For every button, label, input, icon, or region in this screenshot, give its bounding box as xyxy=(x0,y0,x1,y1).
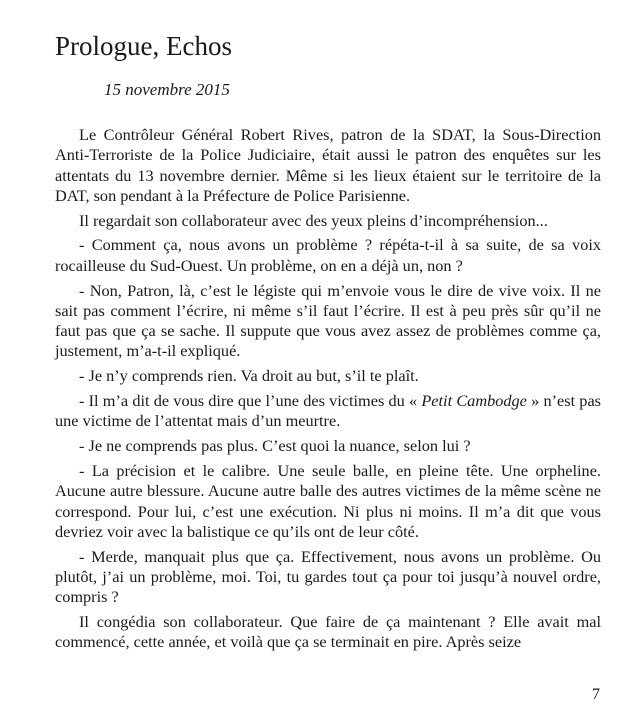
paragraph: Il regardait son collaborateur avec des yeux pleins d’incompréhension... xyxy=(79,210,548,230)
paragraph-text: - Il m’a dit de vous dire que l’une des victimes du « xyxy=(79,391,422,411)
paragraph: Le Contrôleur Général Robert Rives, patron de la SDAT, la Sous-Direction Anti-Terroriste de la Police Judiciaire, était aussi le patron des enquêtes sur les attentats du 13 novembre dernier. Même si les lieux étaient sur le territoire de la DAT, son pendant à la Préfecture de Police Parisienne. xyxy=(55,125,601,205)
paragraph: - Merde, manquait plus que ça. Effectivement, nous avons un problème. Ou plutôt, j’ai un problème, moi. Toi, tu gardes tout ça pour toi jusqu’à nouvel ordre, compris ? xyxy=(55,546,601,607)
page-number: 7 xyxy=(592,686,600,703)
body-text xyxy=(55,125,601,657)
paragraph: - Comment ça, nous avons un problème ? répéta-t-il à sa suite, de sa voix rocailleuse du Sud-Ouest. Un problème, on en a déjà un, non ? xyxy=(55,235,601,275)
paragraph: Il congédia son collaborateur. Que faire de ça maintenant ? Elle avait mal commencé, cette année, et voilà que ça se terminait en pire. Après seize xyxy=(55,612,601,652)
paragraph: - La précision et le calibre. Une seule balle, en pleine tête. Une orpheline. Aucune autre blessure. Aucune autre balle des autres victimes de la même scène ne correspond. Pour lui, c’est une exécution. Ni plus ni moins. Il m’a dit que vous devriez voir avec la balistique ce qu’ils ont de leur côté. xyxy=(55,460,601,541)
chapter-date: 15 novembre 2015 xyxy=(104,80,230,99)
paragraph-text: » n’est pas une victime de l’attentat mais d’un meurtre. xyxy=(55,391,602,431)
paragraph: - Non, Patron, là, c’est le légiste qui m’envoie vous le dire de vive voix. Il ne sait pas comment l’écrire, ni même s’il faut l’écrire. Il est à peu près sûr qu’il ne faut pas que ça se sache. Il suppute que vous avez assez de problèmes comme ça, justement, m’a-t-il expliqué. xyxy=(55,280,601,361)
restaurant-name: Petit Cambodge xyxy=(421,391,527,411)
paragraph: - Je n’y comprends rien. Va droit au but, s’il te plaît. xyxy=(79,366,419,386)
paragraph xyxy=(55,391,601,432)
paragraph: - Je ne comprends pas plus. C’est quoi la nuance, selon lui ? xyxy=(79,436,471,456)
chapter-title: Prologue, Echos xyxy=(55,31,232,61)
